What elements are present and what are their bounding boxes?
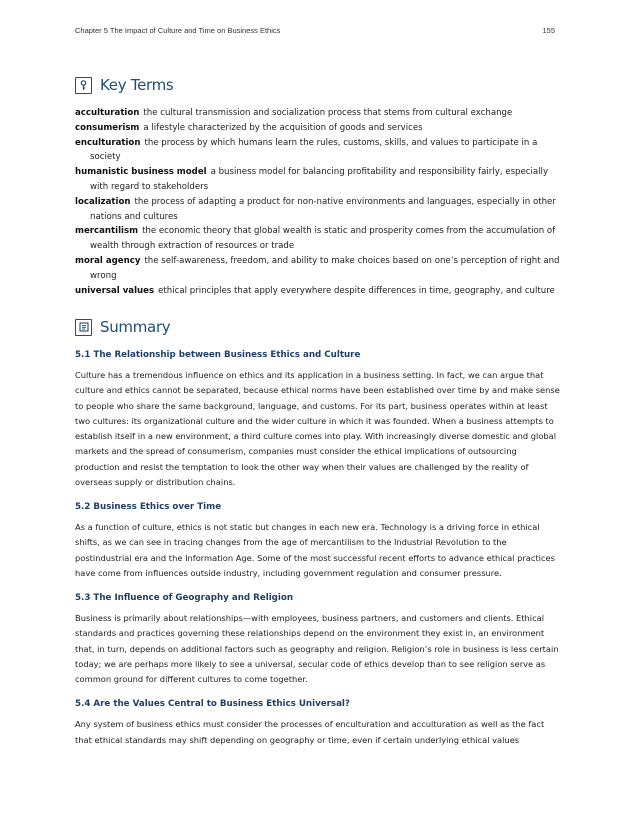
term-item — [75, 254, 560, 284]
subsection-heading: 5.2 Business Ethics over Time — [75, 502, 222, 512]
term-definition: the economic theory that global wealth is static and prosperity comes from the accumulation of wealth through extraction of resources or trade — [90, 226, 556, 252]
summary-body — [75, 349, 560, 759]
chapter-title: Chapter 5 The Impact of Culture and Time on Business Ethics — [75, 26, 281, 35]
key-terms-list — [75, 106, 560, 298]
subsection-paragraph: As a function of culture, ethics is not static but changes in each new era. Technology is a driving force in ethical shifts, as we can see in tracing changes from the age of mercantilism to the Industrial Revolution to the postindustrial era and the Information Age. Some of the most successful recent efforts to advance ethical practices have come from influences outside industry, including government regulation and consumer pressure. — [75, 522, 555, 578]
running-header — [75, 26, 555, 35]
subsection-heading: 5.3 The Influence of Geography and Religion — [75, 593, 294, 603]
term-definition: a lifestyle characterized by the acquisition of goods and services — [143, 122, 423, 133]
term-definition: the self-awareness, freedom, and ability to make choices based on one’s perception of right and wrong — [90, 255, 560, 281]
term-definition: the cultural transmission and socialization process that stems from cultural exchange — [143, 108, 513, 118]
term-item — [75, 136, 560, 166]
term-definition: the process by which humans learn the rules, customs, skills, and values to participate in a society — [90, 137, 538, 163]
term-name: universal values — [75, 285, 155, 296]
term-name: moral agency — [75, 255, 141, 266]
term-item — [75, 121, 560, 136]
term-name: consumerism — [75, 122, 140, 133]
term-definition: a business model for balancing profitability and responsibility fairly, especially with regard to stakeholders — [90, 167, 549, 192]
page-number: 155 — [542, 26, 555, 35]
summary-heading — [75, 318, 170, 336]
term-item — [75, 106, 560, 121]
term-name: acculturation — [75, 108, 140, 118]
key-terms-heading — [75, 76, 173, 94]
term-item — [75, 284, 560, 299]
section-title: Summary — [100, 318, 171, 336]
term-definition: ethical principles that apply everywhere despite differences in time, geography, and culture — [158, 285, 555, 296]
subsection-paragraph: Culture has a tremendous influence on ethics and its application in a business setting. In fact, we can argue that culture and ethics cannot be separated, because ethical norms have been established over time by and make sense to people who share the same background, language, and customs. For its part, business operates within at least two cultures: its organizational culture and the wider culture in which it was founded. When a business attempts to establish itself in a new environment, a third culture comes into play. With increasingly diverse domestic and global markets and the spread of consumerism, companies must consider the ethical implications of outsourcing production and resist the temptation to look the other way when their values are challenged by the reality of overseas supply or distribution chains. — [75, 370, 560, 487]
key-icon — [75, 77, 92, 94]
subsection-paragraph: Business is primarily about relationships—with employees, business partners, and customers and clients. Ethical standards and practices governing these relationships depend on the environment they exist in, an environment that, in turn, depends on additional factors such as geography and religion. Religion’s role in business is less certain today; we are perhaps more likely to see a universal, secular code of ethics develop than to see religion serve as common ground for different cultures to come together. — [75, 613, 559, 684]
subsection-heading: 5.4 Are the Values Central to Business Ethics Universal? — [75, 699, 350, 710]
term-item — [75, 224, 560, 254]
term-definition: the process of adapting a product for non-native environments and languages, especially in other nations and cultures — [90, 196, 556, 222]
term-name: humanistic business model — [75, 167, 207, 178]
subsection-paragraph: Any system of business ethics must consider the processes of enculturation and acculturation as well as the fact that ethical standards may shift depending on geography or time, even if certain underlying ethical values — [75, 719, 545, 745]
term-name: enculturation — [75, 137, 141, 148]
document-icon — [75, 319, 92, 336]
term-name: localization — [75, 196, 131, 207]
term-name: mercantilism — [75, 226, 139, 237]
term-item — [75, 195, 560, 225]
term-item — [75, 165, 560, 195]
section-title: Key Terms — [100, 76, 174, 94]
subsection-heading: 5.1 The Relationship between Business Ethics and Culture — [75, 350, 361, 360]
